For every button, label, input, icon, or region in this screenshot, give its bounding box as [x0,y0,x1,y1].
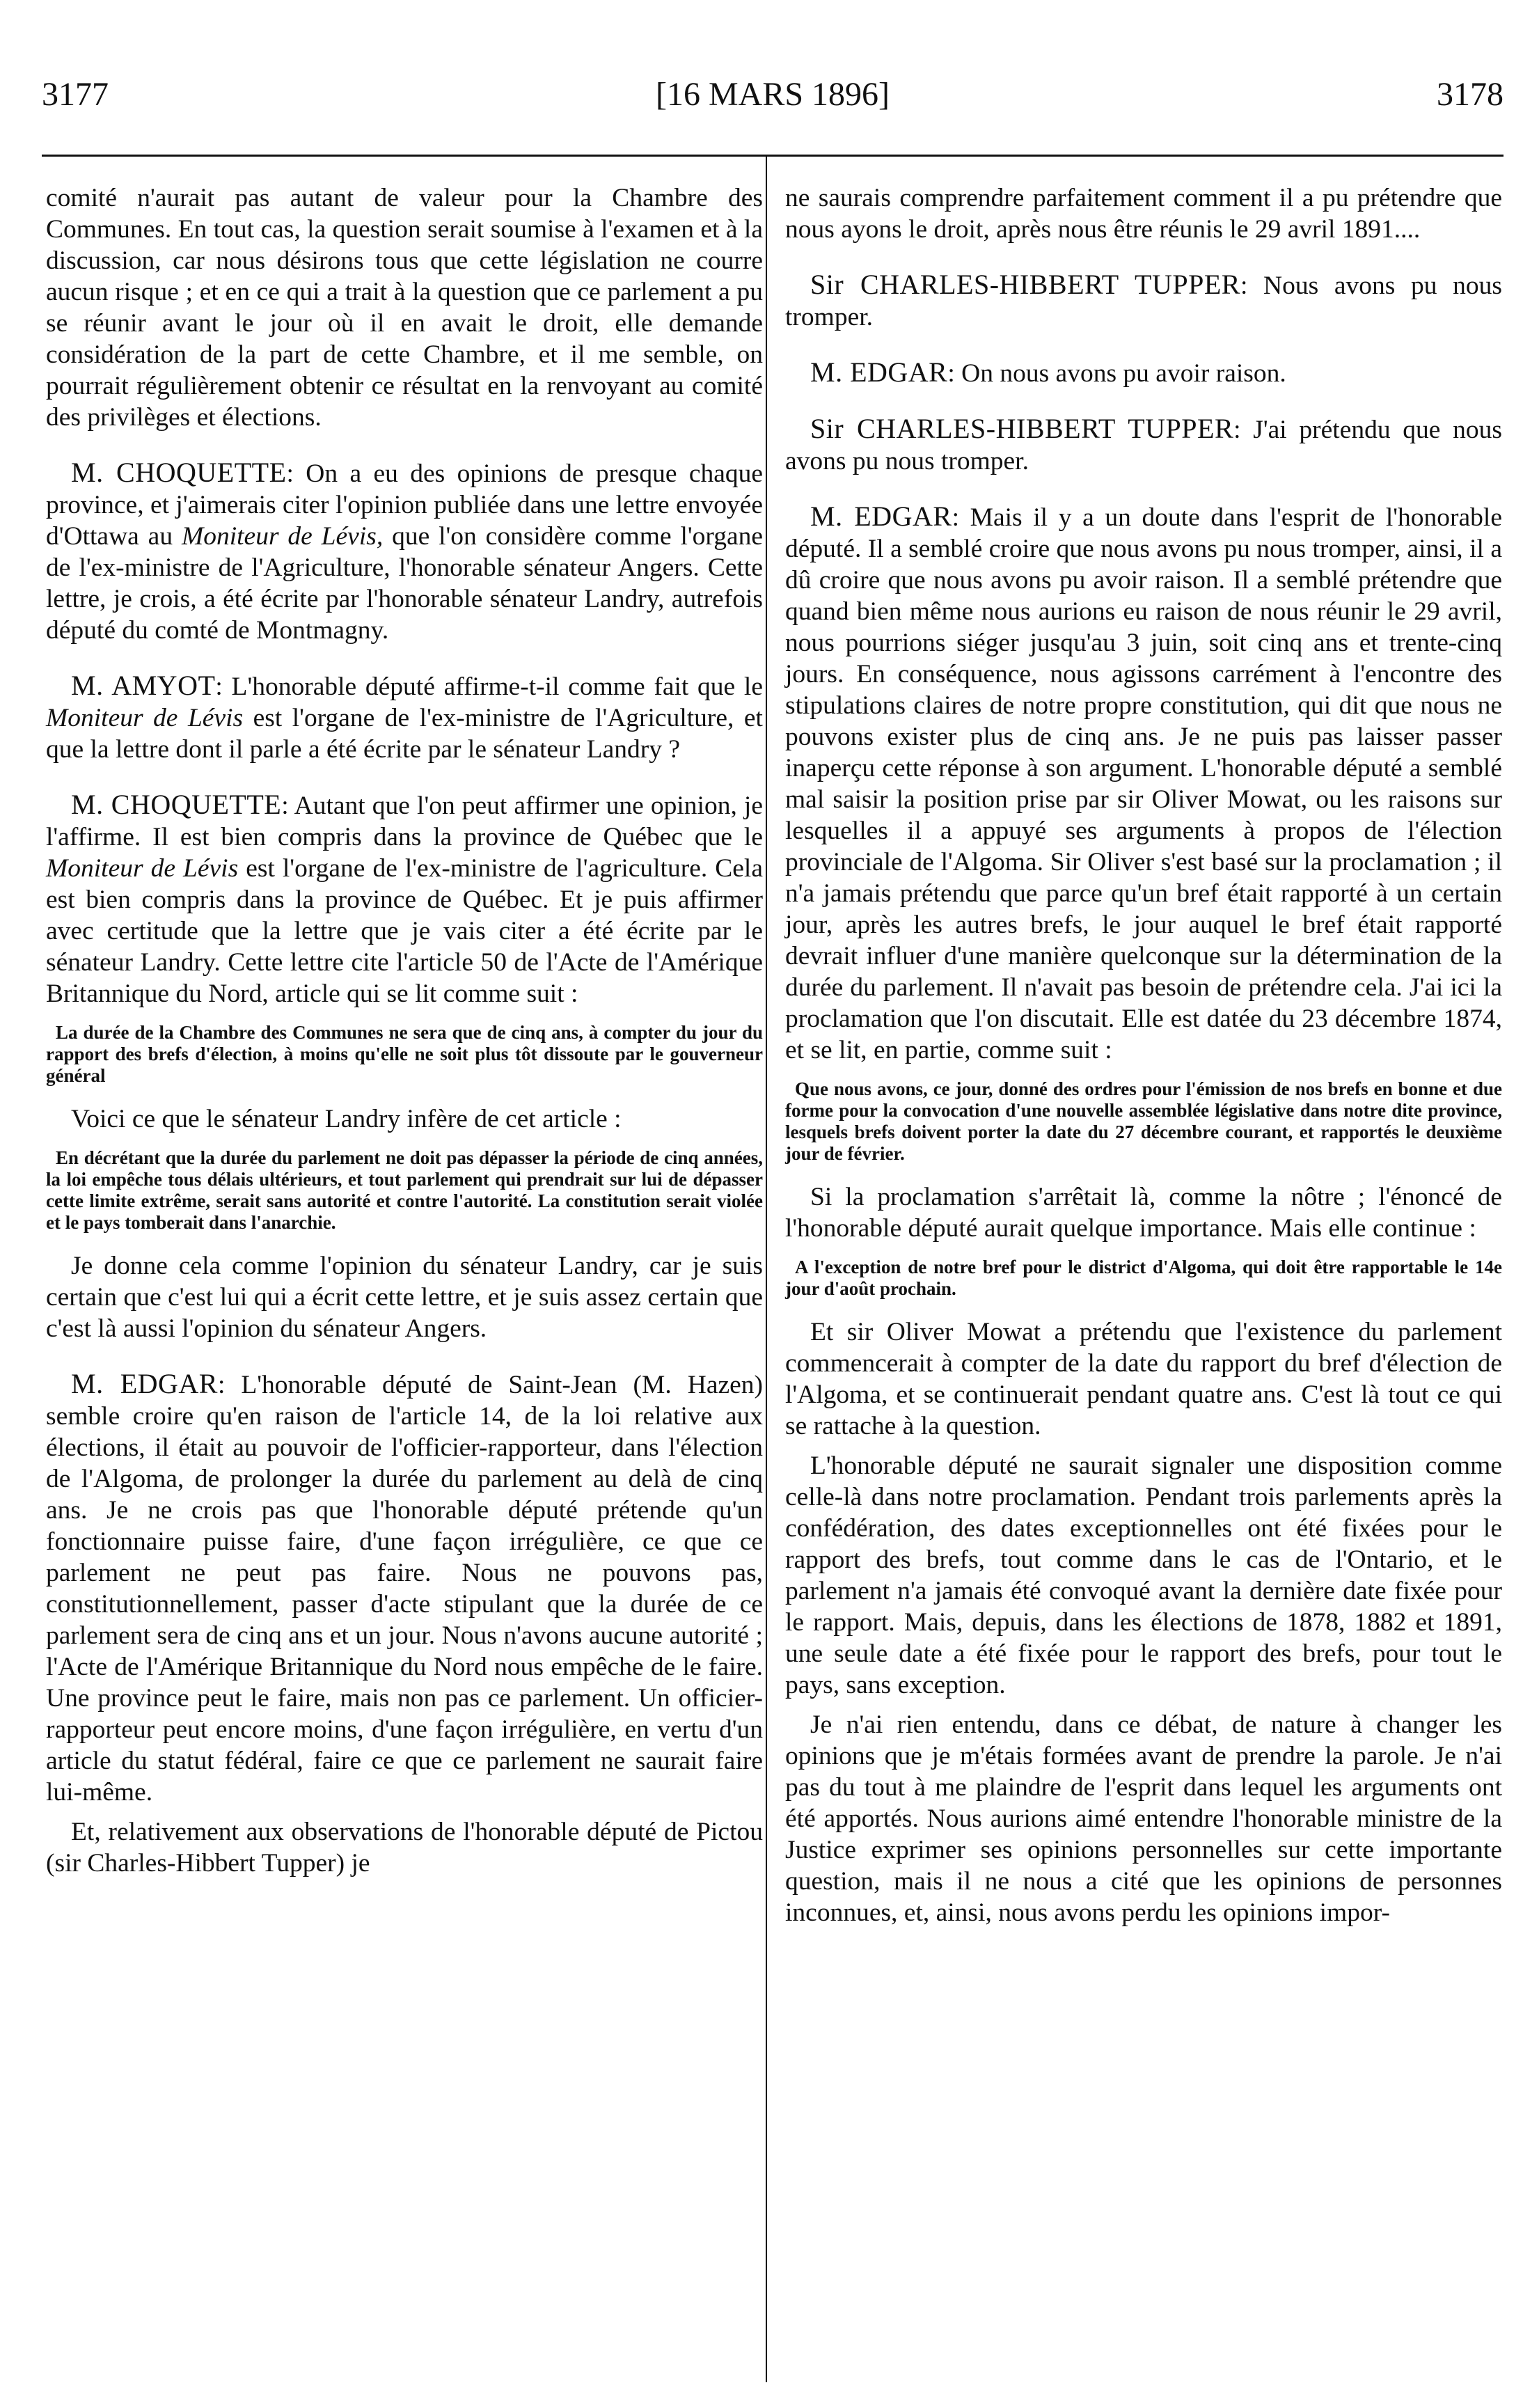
block-quote: A l'exception de notre bref pour le district d'Algoma, qui doit être rapportable le 14e jour d'août prochain. [785,1257,1502,1299]
paragraph: ne saurais comprendre parfaitement comment il a pu prétendre que nous ayons le droit, après nous être réunis le 29 avril 1891.... [785,184,1502,244]
paragraph: Je n'ai rien entendu, dans ce débat, de nature à changer les opinions que je m'étais formées avant de prendre la parole. Je n'ai pas du tout à me plaindre de l'esprit dans lequel les arguments ont été apportés. Nous aurions aimé entendre l'honorable ministre de la Justice exprimer ses opinions personnelles sur cette importante question, mais il ne nous a cité que les opinions de personnes inconnues, et, ainsi, nous avons perdu les opinions impor- [785,1710,1502,1927]
speaker-name: M. CHOQUETTE [71,457,287,488]
paragraph: M. EDGAR: Mais il y a un doute dans l'esprit de l'honorable député. Il a semblé croire que nous avons pu nous tromper, ainsi, il a dû croire que nous avons pu avoir raison. Il a semblé prétendre que quand bien même nous aurions eu raison de nous réunir le 29 avril, nous pourrions siéger jusqu'au 3 juin, soit cinq ans et trente-cinq jours. En conséquence, nous agissons carrément à l'encontre des stipulations claires de notre propre constitution, qui dit que nous ne pouvons exister plus de cinq ans. Je ne puis pas laisser passer inaperçu cette réponse à son argument. L'honorable député a semblé mal saisir la position prise par sir Oliver Mowat, ou les raisons sur lesquelles il a appuyé ses arguments à propos de l'élection provinciale de l'Algoma. Sir Oliver s'est basé sur la proclamation ; il n'a jamais prétendu que parce qu'un bref était rapporté à un certain jour, après les autres brefs, le jour auquel le bref était rapporté devrait influer d'une manière quelconque sur la détermination de la durée du parlement. Il n'avait pas besoin de prétendre cela. J'ai ici la proclamation que l'on discutait. Elle est datée du 23 décembre 1874, et se lit, en partie, comme suit : [785,501,1502,1064]
block-quote: En décrétant que la durée du parlement ne doit pas dépasser la période de cinq années, la loi empêche tous délais ultérieurs, et tout parlement qui prendrait sur lui de dépasser cette limite extrême, serait sans autorité et contre l'autorité. La constitution serait violée et le pays tomberait dans l'anarchie. [46,1147,763,1233]
block-quote: La durée de la Chambre des Communes ne sera que de cinq ans, à compter du jour du rapport des brefs d'élection, à moins qu'elle ne soit plus tôt dissoute par le gouverneur général [46,1022,763,1086]
paragraph: M. CHOQUETTE: On a eu des opinions de presque chaque province, et j'aimerais citer l'opinion publiée dans une lettre envoyée d'Ottawa au Moniteur de Lévis, que l'on considère comme l'organe de l'ex-ministre de l'Agriculture, l'honorable sénateur Angers. Cette lettre, je crois, a été écrite par l'honorable sénateur Landry, autrefois député du comté de Montmagny. [46,457,764,645]
speaker-name: M. EDGAR [810,356,948,388]
paragraph: L'honorable député ne saurait signaler une disposition comme celle-là dans notre proclamation. Pendant trois parlements après la confédération, des dates exceptionnelles ont été fixées pour le rapport des brefs, tout comme dans le cas de l'Ontario, et le parlement n'a jamais été convoqué avant la dernière date fixée pour le rapport. Mais, depuis, dans les élections de 1878, 1882 et 1891, une seule date a été fixée pour le rapport des brefs, pour tout le pays, sans exception. [785,1451,1502,1699]
right-column [785,182,1502,1937]
page-number-right: 3178 [1437,76,1504,113]
speaker-name: M. CHOQUETTE [71,789,282,820]
paragraph: Et, relativement aux observations de l'honorable député de Pictou (sir Charles-Hibbert Tupper) je [46,1818,763,1878]
paragraph: Sir CHARLES-HIBBERT TUPPER: J'ai prétendu que nous avons pu nous tromper. [785,413,1503,475]
page-header [42,75,1504,117]
paragraph: Sir CHARLES-HIBBERT TUPPER: Nous avons pu nous tromper. [785,269,1502,331]
paragraph: M. EDGAR: L'honorable député de Saint-Jean (M. Hazen) semble croire qu'en raison de l'article 14, de la loi relative aux élections, il était au pouvoir de l'officier-rapporteur, dans l'élection de l'Algoma, de prolonger la durée du parlement au delà de cinq ans. Je ne crois pas que l'honorable député prétende qu'un fonctionnaire puisse faire, d'une façon irrégulière, ce que ce parlement ne peut pas faire. Nous ne pouvons pas, constitutionnellement, passer d'acte stipulant que la durée de ce parlement sera de cinq ans et un jour. Nous n'avons aucune autorité ; l'Acte de l'Amérique Britannique du Nord nous empêche de le faire. Une province peut le faire, mais non pas ce parlement. Un officier-rapporteur peut encore moins, d'une façon irrégulière, en vertu d'un article du statut fédéral, faire ce que ce parlement ne saurait faire lui-même. [46,1368,763,1807]
speaker-name: M. EDGAR [71,1368,218,1399]
paragraph: Si la proclamation s'arrêtait là, comme la nôtre ; l'énoncé de l'honorable député aurait quelque importance. Mais elle continue : [785,1183,1502,1243]
block-quote: Que nous avons, ce jour, donné des ordres pour l'émission de nos brefs en bonne et due forme pour la convocation d'une nouvelle assemblée législative dans notre dite province, lesquels brefs doivent porter la date du 27 décembre courant, et rapportés le deuxième jour de février. [785,1078,1502,1164]
paragraph: M. AMYOT: L'honorable député affirme-t-il comme fait que le Moniteur de Lévis est l'organe de l'ex-ministre de l'Agriculture, et que la lettre dont il parle a été écrite par le sénateur Landry ? [46,670,763,764]
paragraph: Je donne cela comme l'opinion du sénateur Landry, car je suis certain que c'est lui qui a écrit cette lettre, et je suis assez certain que c'est là aussi l'opinion du sénateur Angers. [46,1252,763,1343]
paragraph: M. CHOQUETTE: Autant que l'on peut affirmer une opinion, je l'affirme. Il est bien compris dans la province de Québec que le Moniteur de Lévis est l'organe de l'ex-ministre de l'agriculture. Cela est bien compris dans la province de Québec. Et je puis affirmer avec certitude que la lettre que je vais citer a été écrite par le sénateur Landry. Cette lettre cite l'article 50 de l'Acte de l'Amérique Britannique du Nord, article qui se lit comme suit : [46,789,763,1008]
left-column [46,182,763,1887]
page-date: [16 MARS 1896] [655,76,890,113]
speaker-name: M. EDGAR [810,501,952,532]
paragraph: M. EDGAR: On nous avons pu avoir raison. [810,356,1286,388]
paragraph: Et sir Oliver Mowat a prétendu que l'existence du parlement commencerait à compter de la date du rapport du bref d'élection de l'Algoma, et se continuerait pendant quatre ans. C'est là tout ce qui se rattache à la question. [785,1318,1502,1440]
header-rule [42,155,1504,157]
paragraph: Voici ce que le sénateur Landry infère de cet article : [71,1105,622,1133]
speaker-name: M. AMYOT [71,670,216,701]
speaker-name: Sir CHARLES-HIBBERT TUPPER [810,269,1240,300]
speaker-name: Sir CHARLES-HIBBERT TUPPER [810,413,1234,444]
page-number-left: 3177 [42,76,109,113]
paragraph: comité n'aurait pas autant de valeur pour la Chambre des Communes. En tout cas, la question serait soumise à l'examen et à la discussion, car nous désirons tous que cette législation ne courre aucun risque ; et en ce qui a trait à la question que ce parlement a pu se réunir avant le jour où il en avait le droit, elle demande considération de la part de cette Chambre, et il me semble, on pourrait régulièrement obtenir ce résultat en la renvoyant au comité des privilèges et élections. [46,184,763,432]
column-divider [766,155,767,2382]
